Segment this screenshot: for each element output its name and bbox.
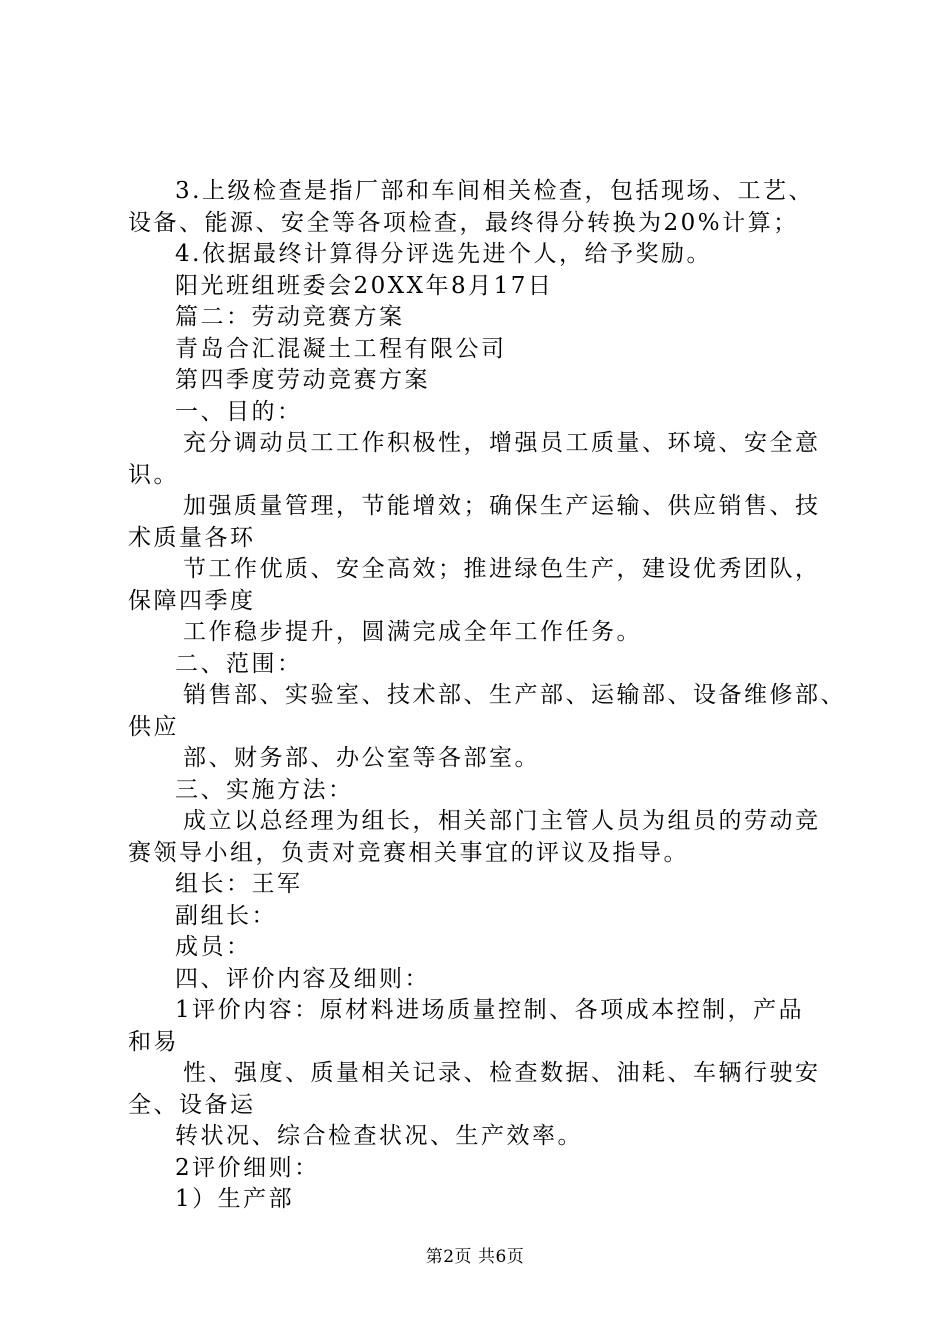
text-line: 二、范围： — [175, 650, 303, 677]
text-line: 篇二：劳动竞赛方案 — [175, 304, 405, 330]
text-line: 保障四季度 — [128, 587, 256, 614]
text-line: 青岛合汇混凝土工程有限公司 — [175, 335, 507, 362]
text-line: 3.上级检查是指厂部和车间相关检查，包括现场、工艺、 — [175, 178, 814, 204]
text-line: 三、实施方法： — [175, 776, 354, 803]
text-line: 组长：王军 — [175, 871, 303, 897]
text-line: 性、强度、质量相关记录、检查数据、油耗、车辆行驶安 — [183, 1060, 821, 1086]
page-footer: 第2页 共6页 — [425, 1247, 525, 1267]
text-line: 术质量各环 — [128, 524, 256, 551]
text-line: 赛领导小组，负责对竞赛相关事宜的评议及指导。 — [128, 839, 689, 866]
text-line: 设备、能源、安全等各项检查，最终得分转换为20%计算； — [128, 209, 799, 236]
text-line: 四、评价内容及细则： — [175, 965, 430, 992]
text-line: 副组长： — [175, 902, 277, 929]
text-line: 成立以总经理为组长，相关部门主管人员为组员的劳动竞 — [183, 808, 821, 834]
text-line: 部、财务部、办公室等各部室。 — [183, 745, 540, 771]
text-line: 供应 — [128, 713, 179, 740]
text-line: 销售部、实验室、技术部、生产部、运输部、设备维修部、 — [183, 682, 846, 708]
text-line: 充分调动员工工作积极性，增强员工质量、环境、安全意 — [183, 430, 821, 456]
text-line: 转状况、综合检查状况、生产效率。 — [175, 1123, 583, 1149]
text-line: 4.依据最终计算得分评选先进个人，给予奖励。 — [175, 241, 712, 267]
text-line: 2评价细则： — [175, 1154, 320, 1181]
document-body — [128, 176, 848, 1216]
text-line: 识。 — [128, 461, 179, 488]
text-line: 成员： — [175, 934, 252, 960]
text-line: 工作稳步提升，圆满完成全年工作任务。 — [183, 619, 642, 645]
text-line: 1）生产部 — [175, 1186, 295, 1212]
text-line: 加强质量管理，节能增效；确保生产运输、供应销售、技 — [183, 493, 821, 519]
text-line: 和易 — [128, 1028, 179, 1055]
text-line: 第四季度劳动竞赛方案 — [175, 367, 430, 393]
text-line: 1评价内容：原材料进场质量控制、各项成本控制，产品 — [175, 997, 805, 1023]
text-line: 全、设备运 — [128, 1091, 256, 1118]
text-line: 节工作优质、安全高效；推进绿色生产，建设优秀团队， — [183, 556, 821, 582]
text-line: 阳光班组班委会20XX年8月17日 — [175, 272, 554, 299]
text-line: 一、目的： — [175, 398, 303, 425]
